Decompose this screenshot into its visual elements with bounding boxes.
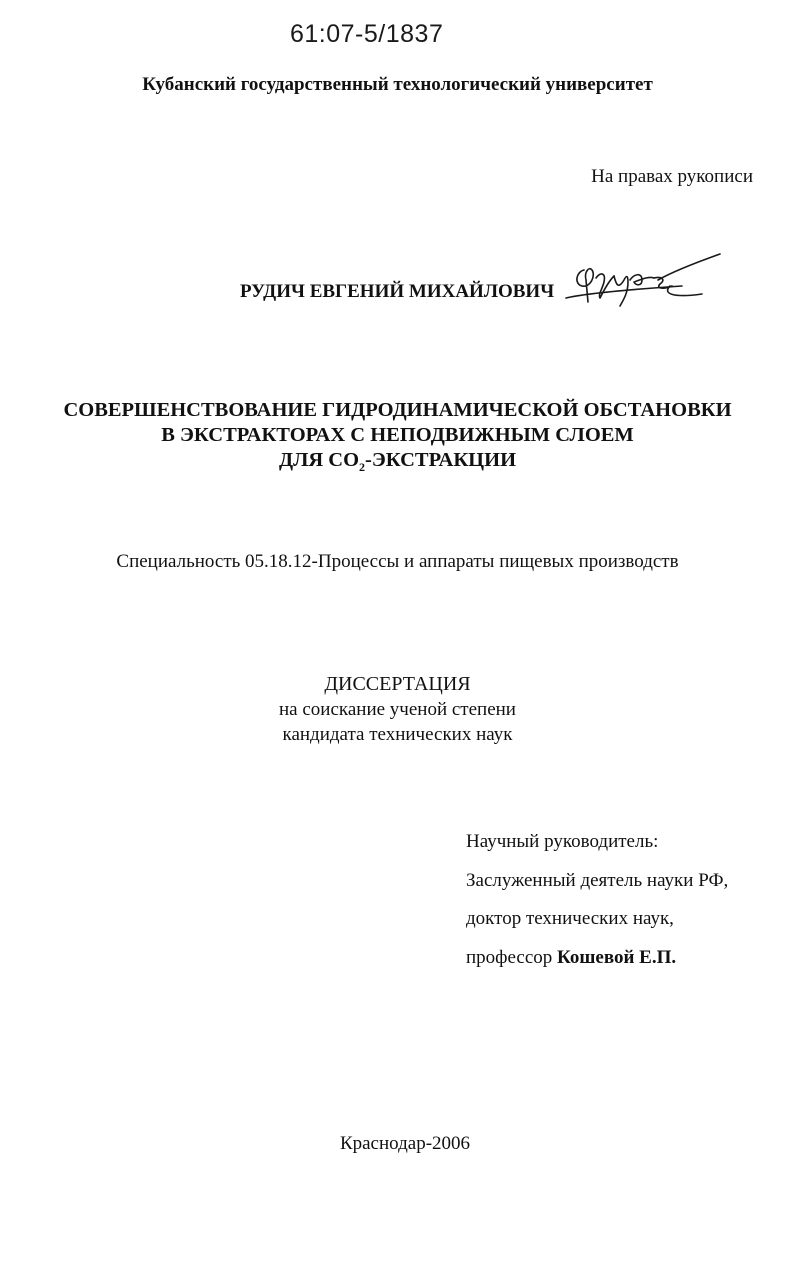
supervisor-label: Научный руководитель: [466,831,659,852]
catalog-number: 61:07-5/1837 [290,20,444,48]
supervisor-rank: профессор [466,946,558,968]
dissertation-block [0,672,795,747]
author-name: РУДИЧ ЕВГЕНИЙ МИХАЙЛОВИЧ [240,281,555,302]
dissertation-degree-line-2: кандидата технических наук [282,724,513,745]
author-block [240,250,727,314]
title-line-3-prefix: ДЛЯ СО [278,449,360,471]
supervisor-title-1: Заслуженный деятель науки РФ, [466,869,729,891]
university-name: Кубанский государственный технологический университет [142,74,653,95]
rights-note: На правах рукописи [591,166,753,187]
dissertation-heading: ДИССЕРТАЦИЯ [324,673,471,695]
title-line-3-suffix: -ЭКСТРАКЦИИ [365,449,517,471]
supervisor-name: Кошевой Е.П. [557,946,677,968]
dissertation-title [0,398,795,473]
specialty: Специальность 05.18.12-Процессы и аппараты пищевых производств [116,551,679,572]
city-year: Краснодар-2006 [339,1133,471,1154]
supervisor-title-2: доктор технических наук, [466,908,674,929]
dissertation-degree-line-1: на соискание ученой степени [279,699,516,720]
supervisor-block [466,823,728,977]
supervisor-name-line [466,939,728,978]
title-line-1: СОВЕРШЕНСТВОВАНИЕ ГИДРОДИНАМИЧЕСКОЙ ОБСТАНОВКИ [63,399,732,421]
signature-icon [562,250,727,314]
title-line-2: В ЭКСТРАКТОРАХ С НЕПОДВИЖНЫМ СЛОЕМ [161,424,634,446]
title-line-3 [0,448,795,473]
title-subscript: 2 [359,460,366,475]
